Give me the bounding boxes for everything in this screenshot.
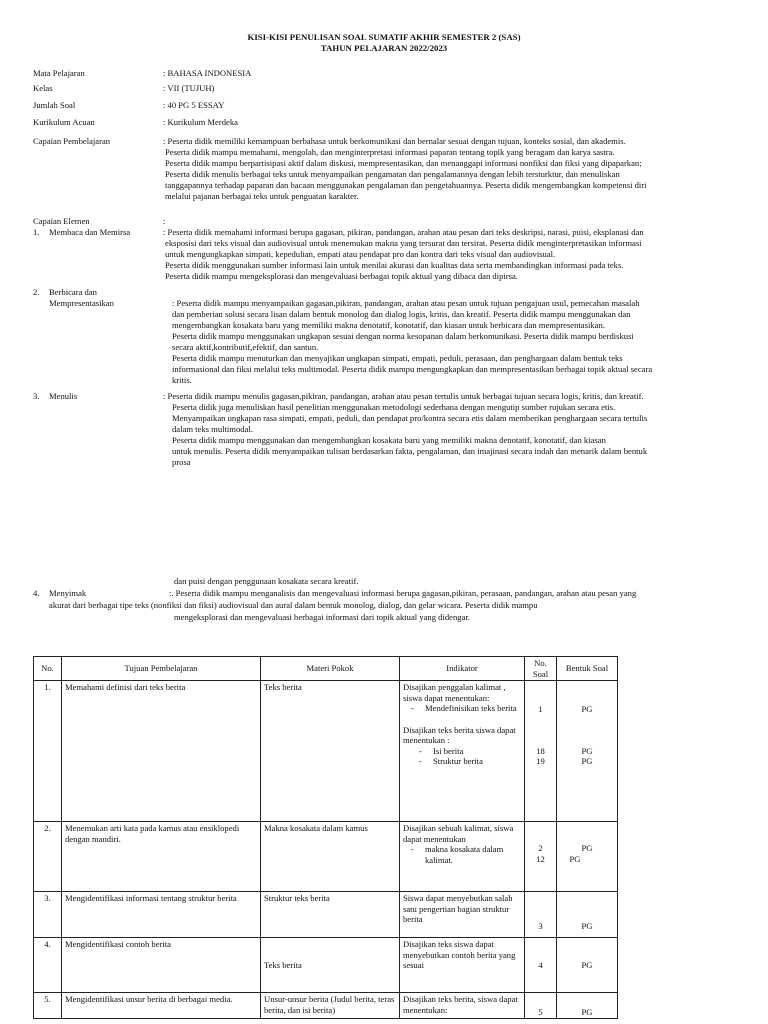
bentuk-soal: PG (581, 704, 593, 714)
elemen-3-continuation: dan puisi dengan penggunaan kosakata secara kreatif. (174, 576, 359, 586)
info-value-mapel: : BAHASA INDONESIA (163, 68, 252, 78)
row-no: 2. (34, 822, 62, 892)
elemen-4-text: :. Peserta didik mampu menganalisis dan mengevaluasi informasi berupa gagasan,pikiran, perasaan, pandangan, arahan atau pesan yang (169, 588, 637, 598)
elemen-line: Peserta didik menggunakan sumber informasi lain untuk menilai akurasi dan kualitas data serta membandingkan informasi pada teks. (165, 260, 624, 270)
row-no: 4. (34, 938, 62, 993)
table-row (34, 938, 618, 993)
elemen-line: dan pemberian solusi secara lisan dalam bentuk monolog dan dialog logis, kritis, dan kreatif. Peserta didik mampu menggunakan dan (172, 309, 631, 319)
elemen-4-text-line3: mengeksplorasi dan mengevaluasi berbagai informasi dari topik aktual yang didengar. (174, 612, 470, 622)
info-label-jumlah-soal: Jumlah Soal (33, 100, 76, 110)
indikator-item: - makna kosakata dalam kalimat. (425, 844, 521, 865)
document-subtitle: TAHUN PELAJARAN 2022/2023 (320, 43, 448, 53)
info-value-jumlah-soal: : 40 PG 5 ESSAY (163, 100, 225, 110)
bentuk-soal: PG (581, 756, 593, 766)
row-no-soal (525, 681, 557, 822)
row-materi: Teks berita (261, 938, 400, 993)
indikator-list (403, 703, 521, 714)
row-indikator: Disajikan teks siswa dapat menyebutkan contoh berita yang sesuai (400, 938, 525, 993)
table-row (34, 822, 618, 892)
table-header-row (34, 657, 618, 681)
row-materi: Makna kosakata dalam kamus (261, 822, 400, 892)
row-materi: Struktur teks berita (261, 892, 400, 938)
elemen-line: kritis. (172, 375, 192, 385)
indikator-text: Disajikan teks berita siswa dapat menentukan : (403, 724, 516, 745)
indikator-text: Disajikan sebuah kalimat, siswa dapat menentukan (403, 823, 514, 844)
row-bentuk-soal (557, 822, 618, 892)
cp-line: : Peserta didik memiliki kemampuan berbahasa untuk berkomunikasi dan bernalar sesuai dengan tujuan, konteks sosial, dan akademis. (163, 136, 626, 146)
elemen-line: : Peserta didik memahami informasi berupa gagasan, pikiran, pandangan, arahan atau pesan dari teks deskripsi, narasi, puisi, eksplanasi dan (163, 227, 644, 237)
row-bentuk-soal: PG (557, 892, 618, 938)
elemen-4-name: Menyimak (49, 588, 87, 598)
elemen-1-text (163, 227, 644, 282)
row-no-soal (525, 822, 557, 892)
elemen-line: secara aktif,kontributif,efektif, dan santun. (172, 342, 319, 352)
row-indikator: Disajikan teks berita, siswa dapat menentukan: (400, 993, 525, 1019)
elemen-line: untuk menulis. Peserta didik menyampaikan tulisan berdasarkan fakta, pengalaman, dan imajinasi secara indah dan menarik dalam bentuk (172, 446, 648, 456)
elemen-2-name: Berbicara dan (49, 287, 97, 297)
elemen-2-name-cont: Mempresentasikan (49, 298, 114, 308)
capaian-pembelajaran-text (163, 136, 647, 202)
soal-number: 19 (536, 756, 545, 766)
capaian-pembelajaran-label: Capaian Pembelajaran (33, 136, 111, 146)
indikator-list (403, 746, 521, 767)
row-indikator (400, 681, 525, 822)
elemen-line: eksposisi dari teks visual dan audiovisual untuk menemukan makna yang tersurat dan tersirat. Peserta didik menginterpretasikan informasi (165, 238, 642, 248)
kisi-kisi-table (33, 656, 618, 1019)
indikator-item: - Struktur berita (433, 756, 521, 767)
cp-line: Peserta didik mampu memahami, mengolah, dan menginterpretasi informasi paparan tentang topik yang beragam dan karya sastra. (165, 147, 615, 157)
elemen-4-text-line2: akurat dari berbagai tipe teks (nonfiksi dan fiksi) audiovisual dan aural dalam bentuk monolog, dialog, dan gelar wicara. Peserta didik mampu (49, 600, 538, 610)
soal-number: 18 (536, 745, 545, 756)
indikator-item: - Mendefinisikan teks berita (425, 703, 521, 714)
elemen-3-number: 3. (33, 391, 40, 401)
row-no: 3. (34, 892, 62, 938)
table-row (34, 993, 618, 1019)
header-materi: Materi Pokok (261, 657, 400, 681)
elemen-4-number: 4. (33, 588, 40, 598)
elemen-line: dalam teks multimodal. (172, 424, 253, 434)
elemen-1-number: 1. (33, 227, 40, 237)
indikator-text: Disajikan penggalan kalimat , siswa dapat menentukan: (403, 682, 506, 703)
elemen-line: untuk mengungkapkan simpati, kepedulian, empati atau pendapat pro dan kontra dari teks visual dan audiovisual. (165, 249, 556, 259)
info-value-kelas: : VII (TUJUH) (163, 83, 215, 93)
elemen-3-name: Menulis (49, 391, 78, 401)
header-no-soal: No. Soal (525, 657, 557, 681)
row-no-soal: 3 (525, 892, 557, 938)
info-label-kelas: Kelas (33, 83, 53, 93)
row-bentuk-soal: PG (557, 938, 618, 993)
indikator-item: - Isi berita (433, 746, 521, 757)
row-bentuk-soal (557, 681, 618, 822)
row-materi: Teks berita (261, 681, 400, 822)
bentuk-soal: PG (581, 843, 593, 853)
row-no: 1. (34, 681, 62, 822)
elemen-line: Peserta didik mampu menggunakan ungkapan sesuai dengan norma kesopanan dalam berkomunikasi. Peserta didik mampu berdiskusi (172, 331, 634, 341)
row-indikator (400, 822, 525, 892)
cp-line: Peserta didik mampu berpartisipasi aktif dalam diskusi, mempresentasikan, dan menanggapi informasi nonfiksi dan fiksi yang dipaparkan; (165, 158, 642, 168)
indikator-list (403, 844, 521, 865)
elemen-line: : Peserta didik mampu menyampaikan gagasan,pikiran, pandangan, arahan atau pesan untuk tujuan pengajuan usul, pemecahan masalah (172, 298, 640, 308)
bentuk-soal: PG (581, 745, 593, 756)
elemen-2-number: 2. (33, 287, 40, 297)
elemen-line: Menyampaikan ungkapan rasa simpati, empati, peduli, dan pendapat pro/kontra secara etis dalam memberikan penghargaan secara tertulis (172, 413, 648, 423)
cp-line: Peserta didik menulis berbagai teks untuk menyampaikan pengamatan dan pengalamannya dengan lebih tersturktur, dan menuliskan (165, 169, 620, 179)
header-no: No. (34, 657, 62, 681)
elemen-1-name: Membaca dan Memirsa (49, 227, 131, 237)
row-bentuk-soal: PG (557, 993, 618, 1019)
elemen-2-text (172, 298, 652, 386)
elemen-line: Peserta didik mampu menggunakan dan mengembangkan kosakata baru yang memiliki makna denotatif, konotatif, dan kiasan (172, 435, 606, 445)
row-indikator: Siswa dapat menyebutkan salah satu pengertian bagian struktur berita (400, 892, 525, 938)
info-label-kurikulum: Kurikulum Acuan (33, 117, 95, 127)
elemen-line: mengembangkan kosakata baru yang memiliki makna denotatif, konotatif, dan kiasan untuk berbicara dan mempresentasikan. (172, 320, 605, 330)
row-tujuan: Mengidentifikasi contoh berita (62, 938, 261, 993)
elemen-line: Peserta didik juga menuliskan hasil penelitian menggunakan metodologi sederhana dengan mengutip sumber rujukan secara etis. (172, 402, 616, 412)
document-title: KISI-KISI PENULISAN SOAL SUMATIF AKHIR SEMESTER 2 (SAS) (247, 32, 521, 42)
row-tujuan: Mengidentifikasi unsur berita di berbagai media. (62, 993, 261, 1019)
elemen-line: prosa (172, 457, 191, 467)
info-value-kurikulum: : Kurikulum Merdeka (163, 117, 238, 127)
header-bentuk-soal: Bentuk Soal (557, 657, 618, 681)
elemen-line: Peserta didik mampu mengeksplorasi dan mengevaluasi berbagai topik aktual yang dibaca dan dipirsa. (165, 271, 518, 281)
row-no-soal: 4 (525, 938, 557, 993)
info-label-mapel: Mata Pelajaran (33, 68, 85, 78)
elemen-3-text (163, 391, 647, 468)
cp-line: tanggapannya terhadap paparan dan bacaan menggunakan pengalaman dan pengetahuannya. Peserta didik mengembangkan kompetensi diri (165, 180, 647, 190)
soal-number: 2 (538, 843, 543, 853)
bentuk-soal: PG (569, 853, 581, 864)
elemen-line: : Peserta didik mampu menulis gagasan,pikiran, pandangan, arahan atau pesan tertulis untuk berbagai tujuan secara logis, kritis, dan kreatif. (163, 391, 644, 401)
soal-number: 12 (536, 853, 545, 864)
soal-number: 1 (538, 704, 543, 714)
header-tujuan: Tujuan Pembelajaran (62, 657, 261, 681)
row-tujuan: Mengidentifikasi informasi tentang struktur berita (62, 892, 261, 938)
table-row (34, 681, 618, 822)
row-no-soal: 5 (525, 993, 557, 1019)
row-materi: Unsur-unsur berita (Judul berita, teras berita, dan isi berita) (261, 993, 400, 1019)
cp-line: melalui pajanan berbagai teks untuk penguatan karakter. (165, 191, 359, 201)
capaian-elemen-colon: : (163, 216, 166, 226)
table-row (34, 892, 618, 938)
row-tujuan: Memahami definisi dari teks berita (62, 681, 261, 822)
elemen-line: informasional dan fiksi melalui teks multimodal. Peserta didik mampu mengungkapkan dan mempresentasikan berbagai topik aktual secara (172, 364, 653, 374)
header-indikator: Indikator (400, 657, 525, 681)
capaian-elemen-label: Capaian Elemen (33, 216, 90, 226)
row-no: 5. (34, 993, 62, 1019)
row-tujuan: Menemukan arti kata pada kamus atau ensiklopedi dengan mandiri. (62, 822, 261, 892)
elemen-line: Peserta didik mampu menuturkan dan menyajikan ungkapan simpati, empati, peduli, perasaan, dan penghargaan dalam bentuk teks (172, 353, 623, 363)
